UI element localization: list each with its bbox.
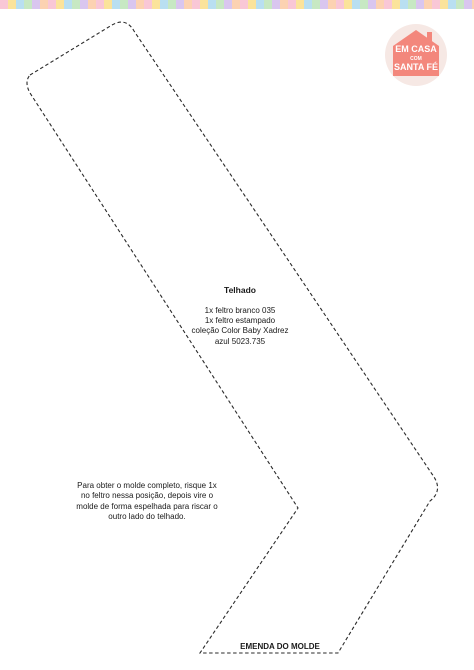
material-line: coleção Color Baby Xadrez <box>191 326 289 336</box>
pattern-title: Telhado <box>224 285 256 295</box>
logo-text-line-2: COM <box>410 56 422 62</box>
logo-text-line-3: SANTA FÉ <box>394 62 438 72</box>
instruction-line: outro lado do telhado. <box>108 512 186 522</box>
material-line: 1x feltro branco 035 <box>204 306 276 315</box>
instruction-line: no feltro nessa posição, depois vire o <box>80 491 214 501</box>
instruction-line: molde de forma espelhada para riscar o <box>76 501 218 511</box>
seam-label: EMENDA DO MOLDE <box>240 642 320 651</box>
instruction-line: Para obter o molde completo, risque 1x <box>77 481 217 490</box>
material-line: 1x feltro estampado <box>204 316 276 326</box>
material-line: azul 5023.735 <box>214 336 266 346</box>
instruction-text <box>62 481 232 523</box>
logo-text-line-1: EM CASA <box>395 44 437 54</box>
materials-list <box>170 306 310 347</box>
